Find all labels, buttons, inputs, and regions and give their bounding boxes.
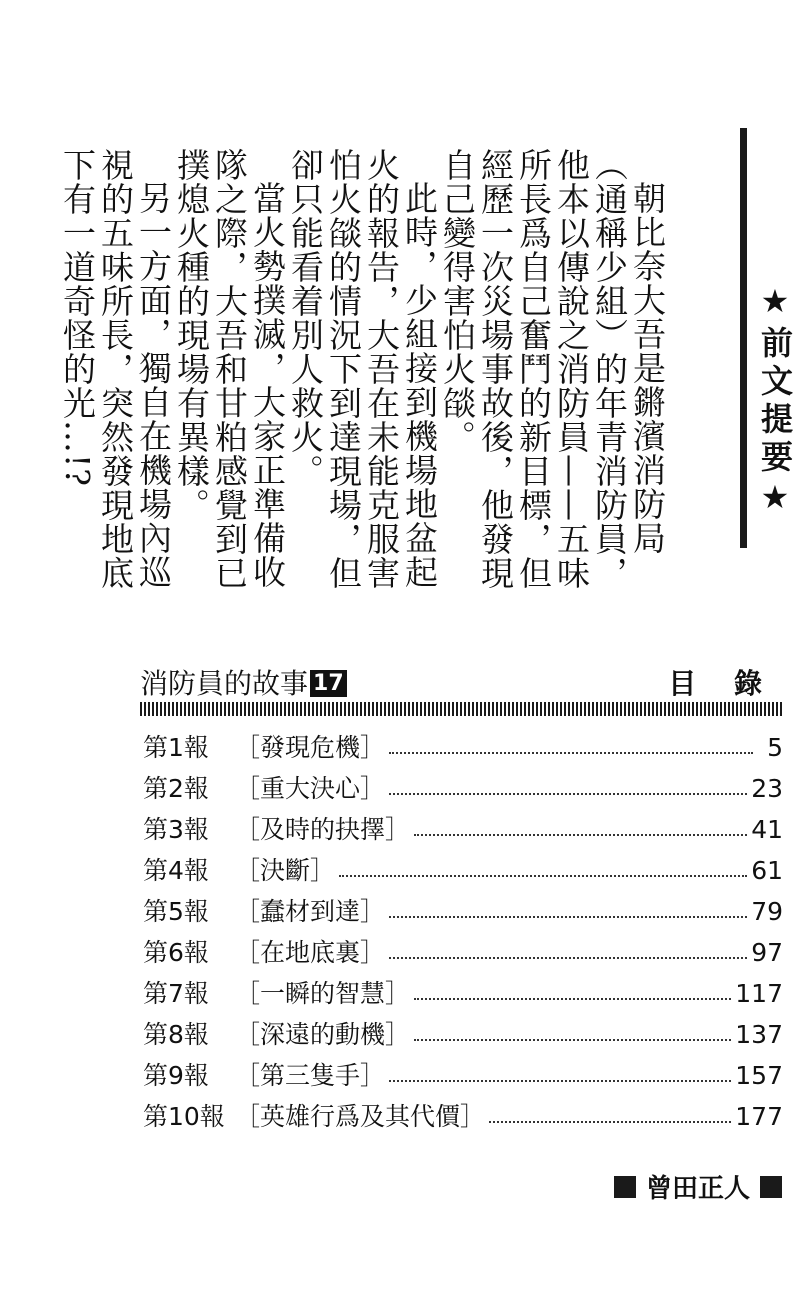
- square-bullet-icon: [614, 1176, 636, 1198]
- chapter-title: ［決斷］: [235, 856, 336, 885]
- chapter-page: 41: [751, 815, 783, 844]
- synopsis-paragraph: 當火勢撲滅，大家正準備收隊之際，大吾和甘粕感覺到已撲熄火種的現場有異樣。: [172, 148, 287, 590]
- chapter-page: 177: [735, 1102, 783, 1131]
- dot-leader: [489, 1121, 731, 1123]
- chapter-page: 117: [735, 979, 783, 1008]
- chapter-number: 第8報: [143, 1020, 209, 1049]
- chapter-page: 97: [751, 938, 783, 967]
- chapter-number: 第2報: [143, 774, 209, 803]
- chapter-title: ［一瞬的智慧］: [235, 979, 411, 1008]
- chapter-number: 第7報: [143, 979, 209, 1008]
- dot-leader: [389, 1080, 731, 1082]
- series-title: [140, 662, 347, 702]
- chapter-title: ［深遠的動機］: [235, 1020, 411, 1049]
- author-name: 曾田正人: [645, 1174, 750, 1204]
- chapter-title: ［發現危機］: [235, 733, 386, 762]
- chapter-page: 5: [767, 733, 783, 762]
- synopsis-text: [58, 148, 667, 608]
- dot-leader: [389, 793, 747, 795]
- toc-row: [143, 892, 783, 933]
- toc-list: [143, 728, 783, 1138]
- chapter-title: ［在地底裏］: [235, 938, 386, 967]
- toc-row: [143, 769, 783, 810]
- sidebar-rule: [740, 128, 747, 548]
- chapter-number: 第4報: [143, 856, 209, 885]
- chapter-page: 23: [751, 774, 783, 803]
- chapter-title: ［英雄行爲及其代價］: [235, 1102, 486, 1131]
- author-credit: [614, 1168, 782, 1205]
- dot-leader: [389, 916, 747, 918]
- dot-leader: [414, 834, 747, 836]
- toc-row: [143, 851, 783, 892]
- synopsis-heading: ★前文提要★: [756, 282, 794, 522]
- toc-row: [143, 974, 783, 1015]
- chapter-number: 第5報: [143, 897, 209, 926]
- dot-leader: [389, 752, 753, 754]
- chapter-title: ［第三隻手］: [235, 1061, 386, 1090]
- synopsis-paragraph: 朝比奈大吾是鏘濱消防局（通稱少組）的年青消防員，他本以傳說之消防員——五味所長爲自己奮鬥的新目標，但經歷一次災場事故後，他發現自己變得害怕火燄。: [438, 148, 667, 590]
- synopsis-paragraph: 另一方面，獨自在機場內巡視的五味所長，突然發現地底下有一道奇怪的光…!?: [58, 148, 173, 590]
- volume-badge: 17: [310, 670, 347, 697]
- chapter-title: ［重大決心］: [235, 774, 386, 803]
- dot-leader: [389, 957, 747, 959]
- dot-leader: [414, 998, 731, 1000]
- chapter-number: 第9報: [143, 1061, 209, 1090]
- chapter-number: 第1報: [143, 733, 209, 762]
- chapter-number: 第6報: [143, 938, 209, 967]
- toc-row: [143, 1015, 783, 1056]
- toc-row: [143, 810, 783, 851]
- chapter-page: 79: [751, 897, 783, 926]
- toc-row: [143, 1056, 783, 1097]
- chapter-title: ［及時的抉擇］: [235, 815, 411, 844]
- chapter-title: ［蠢材到達］: [235, 897, 386, 926]
- hatched-divider: [140, 702, 784, 716]
- toc-row: [143, 728, 783, 769]
- toc-row: [143, 1097, 783, 1138]
- square-bullet-icon: [760, 1176, 782, 1198]
- toc-header: [140, 662, 782, 702]
- toc-row: [143, 933, 783, 974]
- chapter-page: 61: [751, 856, 783, 885]
- chapter-page: 137: [735, 1020, 783, 1049]
- dot-leader: [339, 875, 747, 877]
- series-title-text: 消防員的故事: [140, 667, 309, 700]
- dot-leader: [414, 1039, 731, 1041]
- chapter-page: 157: [735, 1061, 783, 1090]
- chapter-number: 第3報: [143, 815, 209, 844]
- toc-title: 目 錄: [668, 667, 776, 700]
- synopsis-paragraph: 此時，少組接到機場地盆起火的報告，大吾在未能克服害怕火燄的情況下到達現場，但卻只能看着別人救火。: [286, 148, 439, 590]
- chapter-number: 第10報: [143, 1102, 225, 1131]
